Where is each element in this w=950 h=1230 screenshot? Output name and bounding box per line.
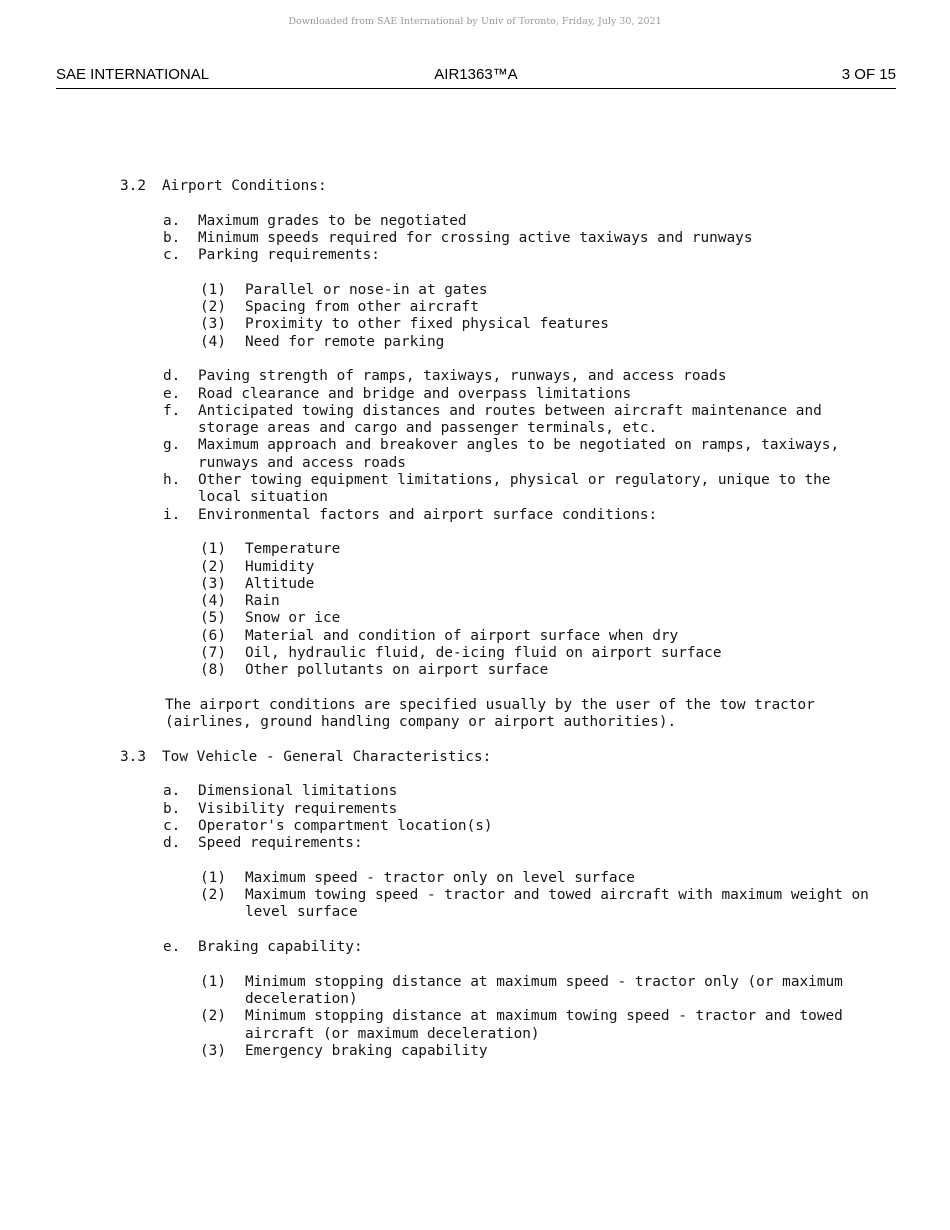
item-label: e.	[163, 385, 181, 402]
item-text: Speed requirements:	[198, 835, 363, 852]
item-text: Minimum speeds required for crossing active taxiways and runways	[198, 229, 753, 246]
sub-item-label: (7)	[200, 645, 226, 662]
item-label: a.	[163, 212, 181, 229]
list-item	[120, 507, 880, 524]
item-label: g.	[163, 437, 181, 454]
sub-item-text: Maximum speed - tractor only on level surface	[245, 869, 635, 886]
list-item	[120, 386, 880, 403]
item-text: Operator's compartment location(s)	[198, 817, 493, 834]
item-text: Road clearance and bridge and overpass limitations	[198, 385, 632, 402]
sub-item-label: (2)	[200, 299, 226, 316]
sub-list-item	[120, 559, 880, 576]
sub-list-item	[120, 628, 880, 645]
sub-item-label: (3)	[200, 1042, 226, 1059]
item-label: d.	[163, 368, 181, 385]
sub-item-label: (8)	[200, 662, 226, 679]
sub-item-label: (1)	[200, 869, 226, 886]
sub-item-text: Temperature	[245, 541, 341, 558]
item-text: Maximum approach and breakover angles to be negotiated on ramps, taxiways, runways and access roads	[198, 437, 840, 471]
item-text: Braking capability:	[198, 939, 363, 956]
sub-item-text: Proximity to other fixed physical features	[245, 316, 609, 333]
item-text: Dimensional limitations	[198, 783, 398, 800]
sub-item-label: (4)	[200, 333, 226, 350]
sub-item-text: Need for remote parking	[245, 333, 445, 350]
item-text: Maximum grades to be negotiated	[198, 212, 467, 229]
sub-list-item	[120, 299, 880, 316]
sub-item-text: Spacing from other aircraft	[245, 299, 479, 316]
page-header	[56, 66, 896, 89]
sub-item-label: (2)	[200, 558, 226, 575]
sub-item-label: (6)	[200, 627, 226, 644]
section-number: 3.3	[120, 748, 146, 765]
sub-list-item	[120, 887, 880, 922]
sub-item-label: (2)	[200, 887, 226, 904]
list-item	[120, 801, 880, 818]
list-item	[120, 472, 880, 507]
item-label: e.	[163, 939, 181, 956]
sub-item-text: Snow or ice	[245, 610, 341, 627]
item-text: Visibility requirements	[198, 800, 398, 817]
document-body	[120, 178, 880, 1060]
list-item	[120, 783, 880, 800]
sub-list-item	[120, 282, 880, 299]
sub-item-text: Humidity	[245, 558, 315, 575]
sub-list-item	[120, 593, 880, 610]
sub-item-label: (3)	[200, 316, 226, 333]
sub-list-item	[120, 576, 880, 593]
sub-list-item	[120, 1008, 880, 1043]
sub-list-item	[120, 662, 880, 679]
item-text: Paving strength of ramps, taxiways, runways, and access roads	[198, 368, 727, 385]
sub-item-label: (1)	[200, 973, 226, 990]
sub-item-text: Rain	[245, 593, 280, 610]
sub-item-text: Material and condition of airport surface when dry	[245, 627, 679, 644]
item-text: Parking requirements:	[198, 247, 380, 264]
sub-item-text: Parallel or nose-in at gates	[245, 281, 488, 298]
section-title: Tow Vehicle - General Characteristics:	[162, 748, 492, 765]
list-item	[120, 939, 880, 956]
item-label: h.	[163, 472, 181, 489]
list-item	[120, 230, 880, 247]
sub-item-text: Minimum stopping distance at maximum speed - tractor only (or maximum deceleration)	[245, 973, 843, 1007]
item-label: f.	[163, 402, 181, 419]
list-item	[120, 247, 880, 264]
section-heading	[120, 178, 880, 195]
item-text: Other towing equipment limitations, physical or regulatory, unique to the local situation	[198, 472, 831, 506]
sub-item-label: (5)	[200, 610, 226, 627]
sub-item-text: Maximum towing speed - tractor and towed aircraft with maximum weight on level surface	[245, 887, 869, 921]
item-label: i.	[163, 506, 181, 523]
list-item	[120, 213, 880, 230]
sub-list-item	[120, 316, 880, 333]
sub-list-item	[120, 645, 880, 662]
sub-item-label: (2)	[200, 1008, 226, 1025]
sub-list-item	[120, 870, 880, 887]
item-label: d.	[163, 835, 181, 852]
header-page-number: 3 OF 15	[841, 66, 896, 83]
header-organization: SAE INTERNATIONAL	[56, 66, 210, 83]
sub-item-text: Altitude	[245, 575, 315, 592]
header-document-id: AIR1363™A	[434, 66, 518, 83]
item-label: c.	[163, 247, 181, 264]
list-item	[120, 403, 880, 438]
item-label: c.	[163, 817, 181, 834]
section-number: 3.2	[120, 178, 146, 194]
list-item	[120, 818, 880, 835]
section-title: Airport Conditions:	[162, 178, 327, 194]
sub-list-item	[120, 541, 880, 558]
sub-item-text: Other pollutants on airport surface	[245, 662, 549, 679]
list-item	[120, 368, 880, 385]
list-item	[120, 437, 880, 472]
sub-list-item	[120, 334, 880, 351]
list-item	[120, 835, 880, 852]
sub-list-item	[120, 974, 880, 1009]
sub-item-label: (4)	[200, 593, 226, 610]
item-label: b.	[163, 229, 181, 246]
sub-list-item	[120, 1043, 880, 1060]
sub-item-label: (3)	[200, 575, 226, 592]
item-label: b.	[163, 800, 181, 817]
sub-item-text: Emergency braking capability	[245, 1042, 488, 1059]
sub-item-label: (1)	[200, 541, 226, 558]
sub-item-text: Oil, hydraulic fluid, de-icing fluid on airport surface	[245, 645, 722, 662]
paragraph: The airport conditions are specified usually by the user of the tow tractor (airlines, ground handling company or airport authorities).	[165, 696, 815, 731]
item-text: Anticipated towing distances and routes between aircraft maintenance and storage areas and cargo and passenger terminals, etc.	[198, 402, 822, 437]
sub-item-text: Minimum stopping distance at maximum towing speed - tractor and towed aircraft (or maximum deceleration)	[245, 1008, 843, 1042]
sub-list-item	[120, 610, 880, 627]
section-heading	[120, 749, 880, 766]
download-watermark: Downloaded from SAE International by Univ of Toronto, Friday, July 30, 2021	[288, 16, 662, 27]
item-label: a.	[163, 783, 181, 800]
item-text: Environmental factors and airport surface conditions:	[198, 506, 658, 523]
sub-item-label: (1)	[200, 281, 226, 298]
